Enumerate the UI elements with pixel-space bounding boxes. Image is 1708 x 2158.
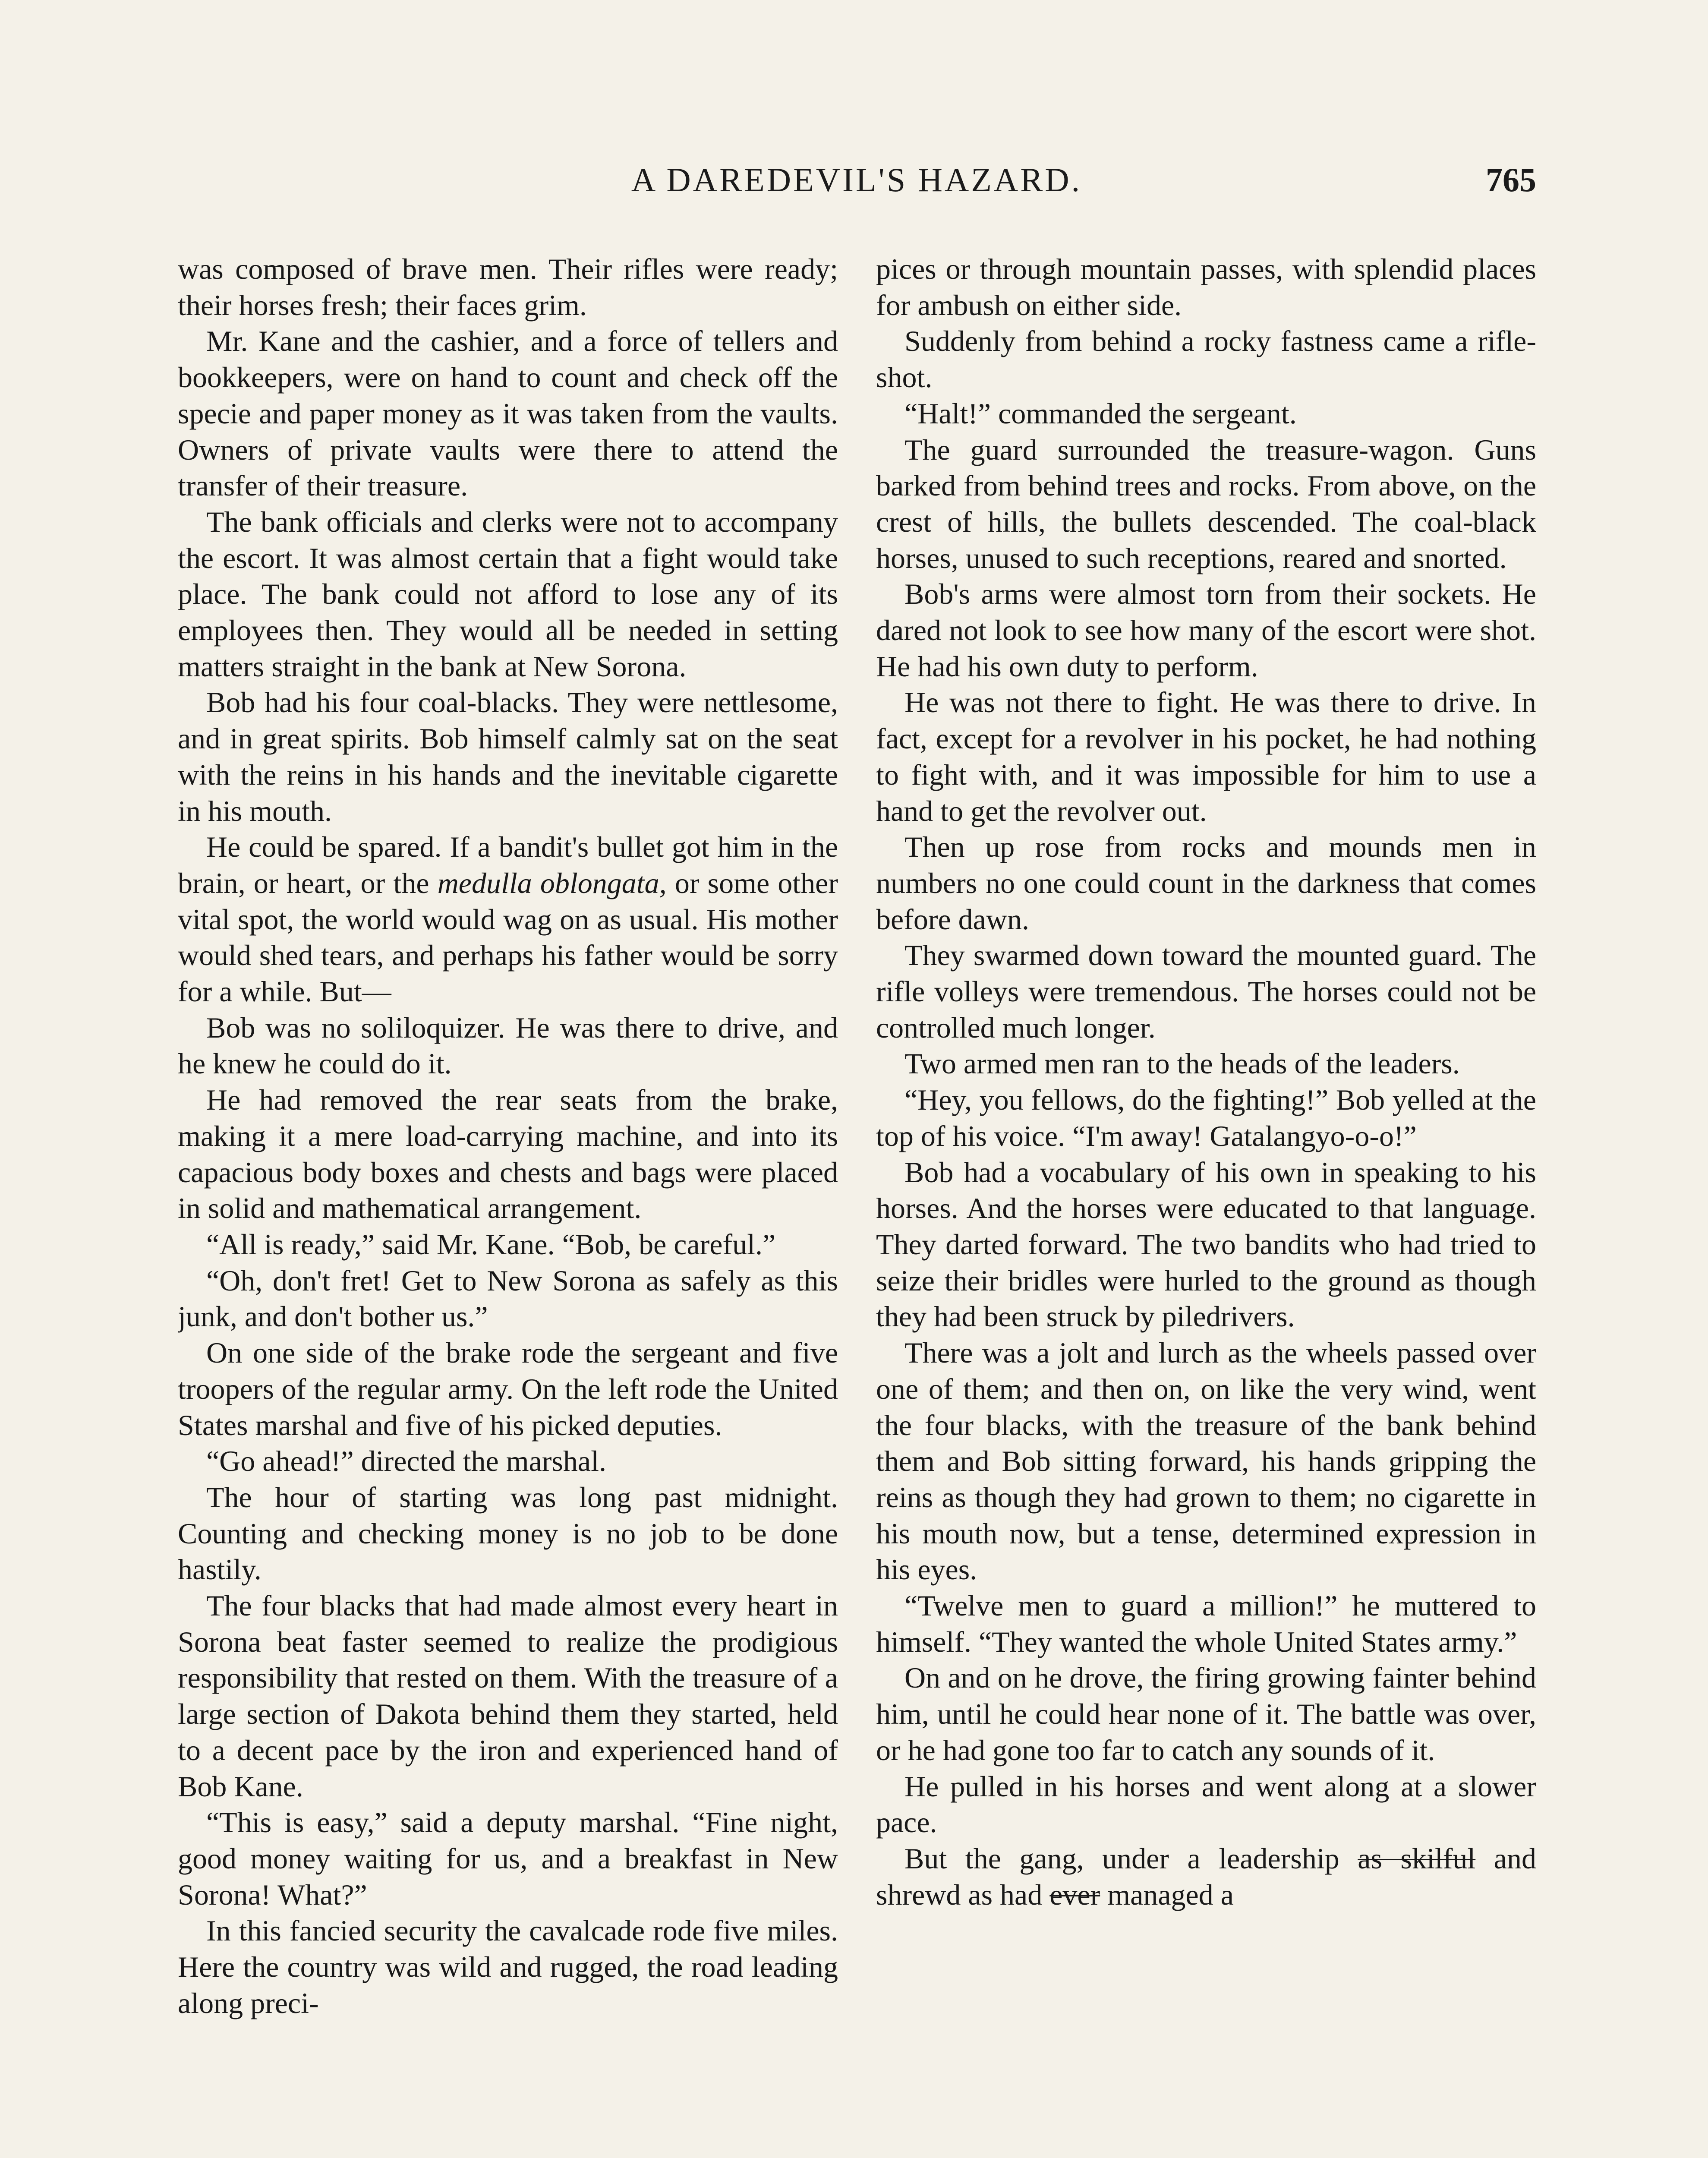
paragraph: The four blacks that had made almost every heart in Sorona beat faster seemed to realize the prodigious responsibility that rested on them. With the treasure of a large section of Dakota behind them they started, held to a decent pace by the iron and experienced hand of Bob Kane. (178, 1589, 838, 1803)
right-column (876, 251, 1536, 2158)
paragraph: Mr. Kane and the cashier, and a force of tellers and bookkeepers, were on hand to count and check off the specie and paper money as it was taken from the vaults. Owners of private vaults were there to attend the transfer of their treasure. (178, 325, 838, 502)
paragraph: In this fancied security the cavalcade rode five miles. Here the country was wild and rugged, the road leading along preci- (178, 1914, 838, 2019)
struck-text: ever (1049, 1878, 1100, 1911)
paragraph: There was a jolt and lurch as the wheels passed over one of them; and then on, on like the very wind, went the four blacks, with the treasure of the bank behind them and Bob sitting forward, his hands gripping the reins as though they had grown to them; no cigarette in his mouth now, but a tense, determined expression in his eyes. (876, 1336, 1536, 1586)
paragraph (178, 829, 838, 1010)
paragraph: The bank officials and clerks were not to accompany the escort. It was almost certain that a fight would take place. The bank could not afford to lose any of its employees then. They would all be needed in setting matters straight in the bank at New Sorona. (178, 505, 838, 683)
paragraph: He pulled in his horses and went along at a slower pace. (876, 1770, 1536, 1839)
italic-phrase: medulla oblongata, (437, 866, 667, 899)
paragraph: Bob had his four coal-blacks. They were nettlesome, and in great spirits. Bob himself calmly sat on the seat with the reins in his hands and the inevitable cigarette in his mouth. (178, 686, 838, 827)
paragraph: “Twelve men to guard a million!” he muttered to himself. “They wanted the whole United States army.” (876, 1589, 1536, 1658)
paragraph: Two armed men ran to the heads of the leaders. (904, 1047, 1460, 1080)
paragraph: “Go ahead!” directed the marshal. (206, 1445, 606, 1478)
paragraph: The guard surrounded the treasure-wagon. Guns barked from behind trees and rocks. From above, on the crest of hills, the bullets descended. The coal-black horses, unused to such receptions, reared and snorted. (876, 433, 1536, 574)
paragraph: Bob's arms were almost torn from their sockets. He dared not look to see how many of the escort were shot. He had his own duty to perform. (876, 577, 1536, 683)
paragraph-text: and shrewd as had (876, 1842, 1536, 1911)
paragraph: Then up rose from rocks and mounds men in numbers no one could count in the darkness that comes before dawn. (876, 830, 1536, 936)
text-columns (178, 251, 1536, 2158)
paragraph: was composed of brave men. Their rifles were ready; their horses fresh; their faces grim. (178, 252, 838, 322)
page-number: 765 (1486, 161, 1536, 199)
paragraph-text: But the gang, under a leadership (904, 1842, 1358, 1875)
paragraph: pices or through mountain passes, with splendid places for ambush on either side. (876, 252, 1536, 322)
paragraph: On and on he drove, the firing growing fainter behind him, until he could hear none of it. The battle was over, or he had gone too far to catch any sounds of it. (876, 1661, 1536, 1767)
running-head (177, 161, 1536, 212)
paragraph: Suddenly from behind a rocky fastness came a rifle-shot. (876, 325, 1536, 394)
paragraph: He had removed the rear seats from the brake, making it a mere load-carrying machine, and into its capacious body boxes and chests and bags were placed in solid and mathematical arrangement. (178, 1083, 838, 1225)
paragraph: On one side of the brake rode the sergeant and five troopers of the regular army. On the left rode the United States marshal and five of his picked deputies. (178, 1336, 838, 1442)
left-column (178, 251, 838, 2158)
paragraph: “Halt!” commanded the sergeant. (904, 397, 1297, 430)
paragraph (876, 1841, 1536, 1913)
paragraph: “This is easy,” said a deputy marshal. “Fine night, good money waiting for us, and a breakfast in New Sorona! What?” (178, 1806, 838, 1911)
paragraph-text: managed a (1100, 1878, 1234, 1911)
paragraph: “Oh, don't fret! Get to New Sorona as safely as this junk, and don't bother us.” (178, 1264, 838, 1333)
paragraph: He was not there to fight. He was there to drive. In fact, except for a revolver in his pocket, he had nothing to fight with, and it was impossible for him to use a hand to get the revolver out. (876, 686, 1536, 827)
paragraph-text: or some other vital spot, the world would wag on as usual. His mother would shed tears, and perhaps his father would be sorry for a while. But— (178, 866, 838, 1008)
paragraph: “Hey, you fellows, do the fighting!” Bob yelled at the top of his voice. “I'm away! Gatalangyo-o-o!” (876, 1083, 1536, 1152)
paragraph: The hour of starting was long past midnight. Counting and checking money is no job to be done hastily. (178, 1480, 838, 1586)
paragraph: Bob had a vocabulary of his own in speaking to his horses. And the horses were educated to that language. They darted forward. The two bandits who had tried to seize their bridles were hurled to the ground as though they had been struck by piledrivers. (876, 1155, 1536, 1333)
paragraph-text: He could be spared. If a bandit's bullet got him in the brain, or heart, or the (178, 830, 838, 899)
paragraph: They swarmed down toward the mounted guard. The rifle volleys were tremendous. The horses could not be controlled much longer. (876, 939, 1536, 1044)
paragraph: Bob was no soliloquizer. He was there to drive, and he knew he could do it. (178, 1011, 838, 1080)
page-title: A DAREDEVIL'S HAZARD. (631, 161, 1082, 199)
paragraph: “All is ready,” said Mr. Kane. “Bob, be careful.” (206, 1227, 776, 1261)
struck-text: as skilful (1358, 1842, 1476, 1875)
